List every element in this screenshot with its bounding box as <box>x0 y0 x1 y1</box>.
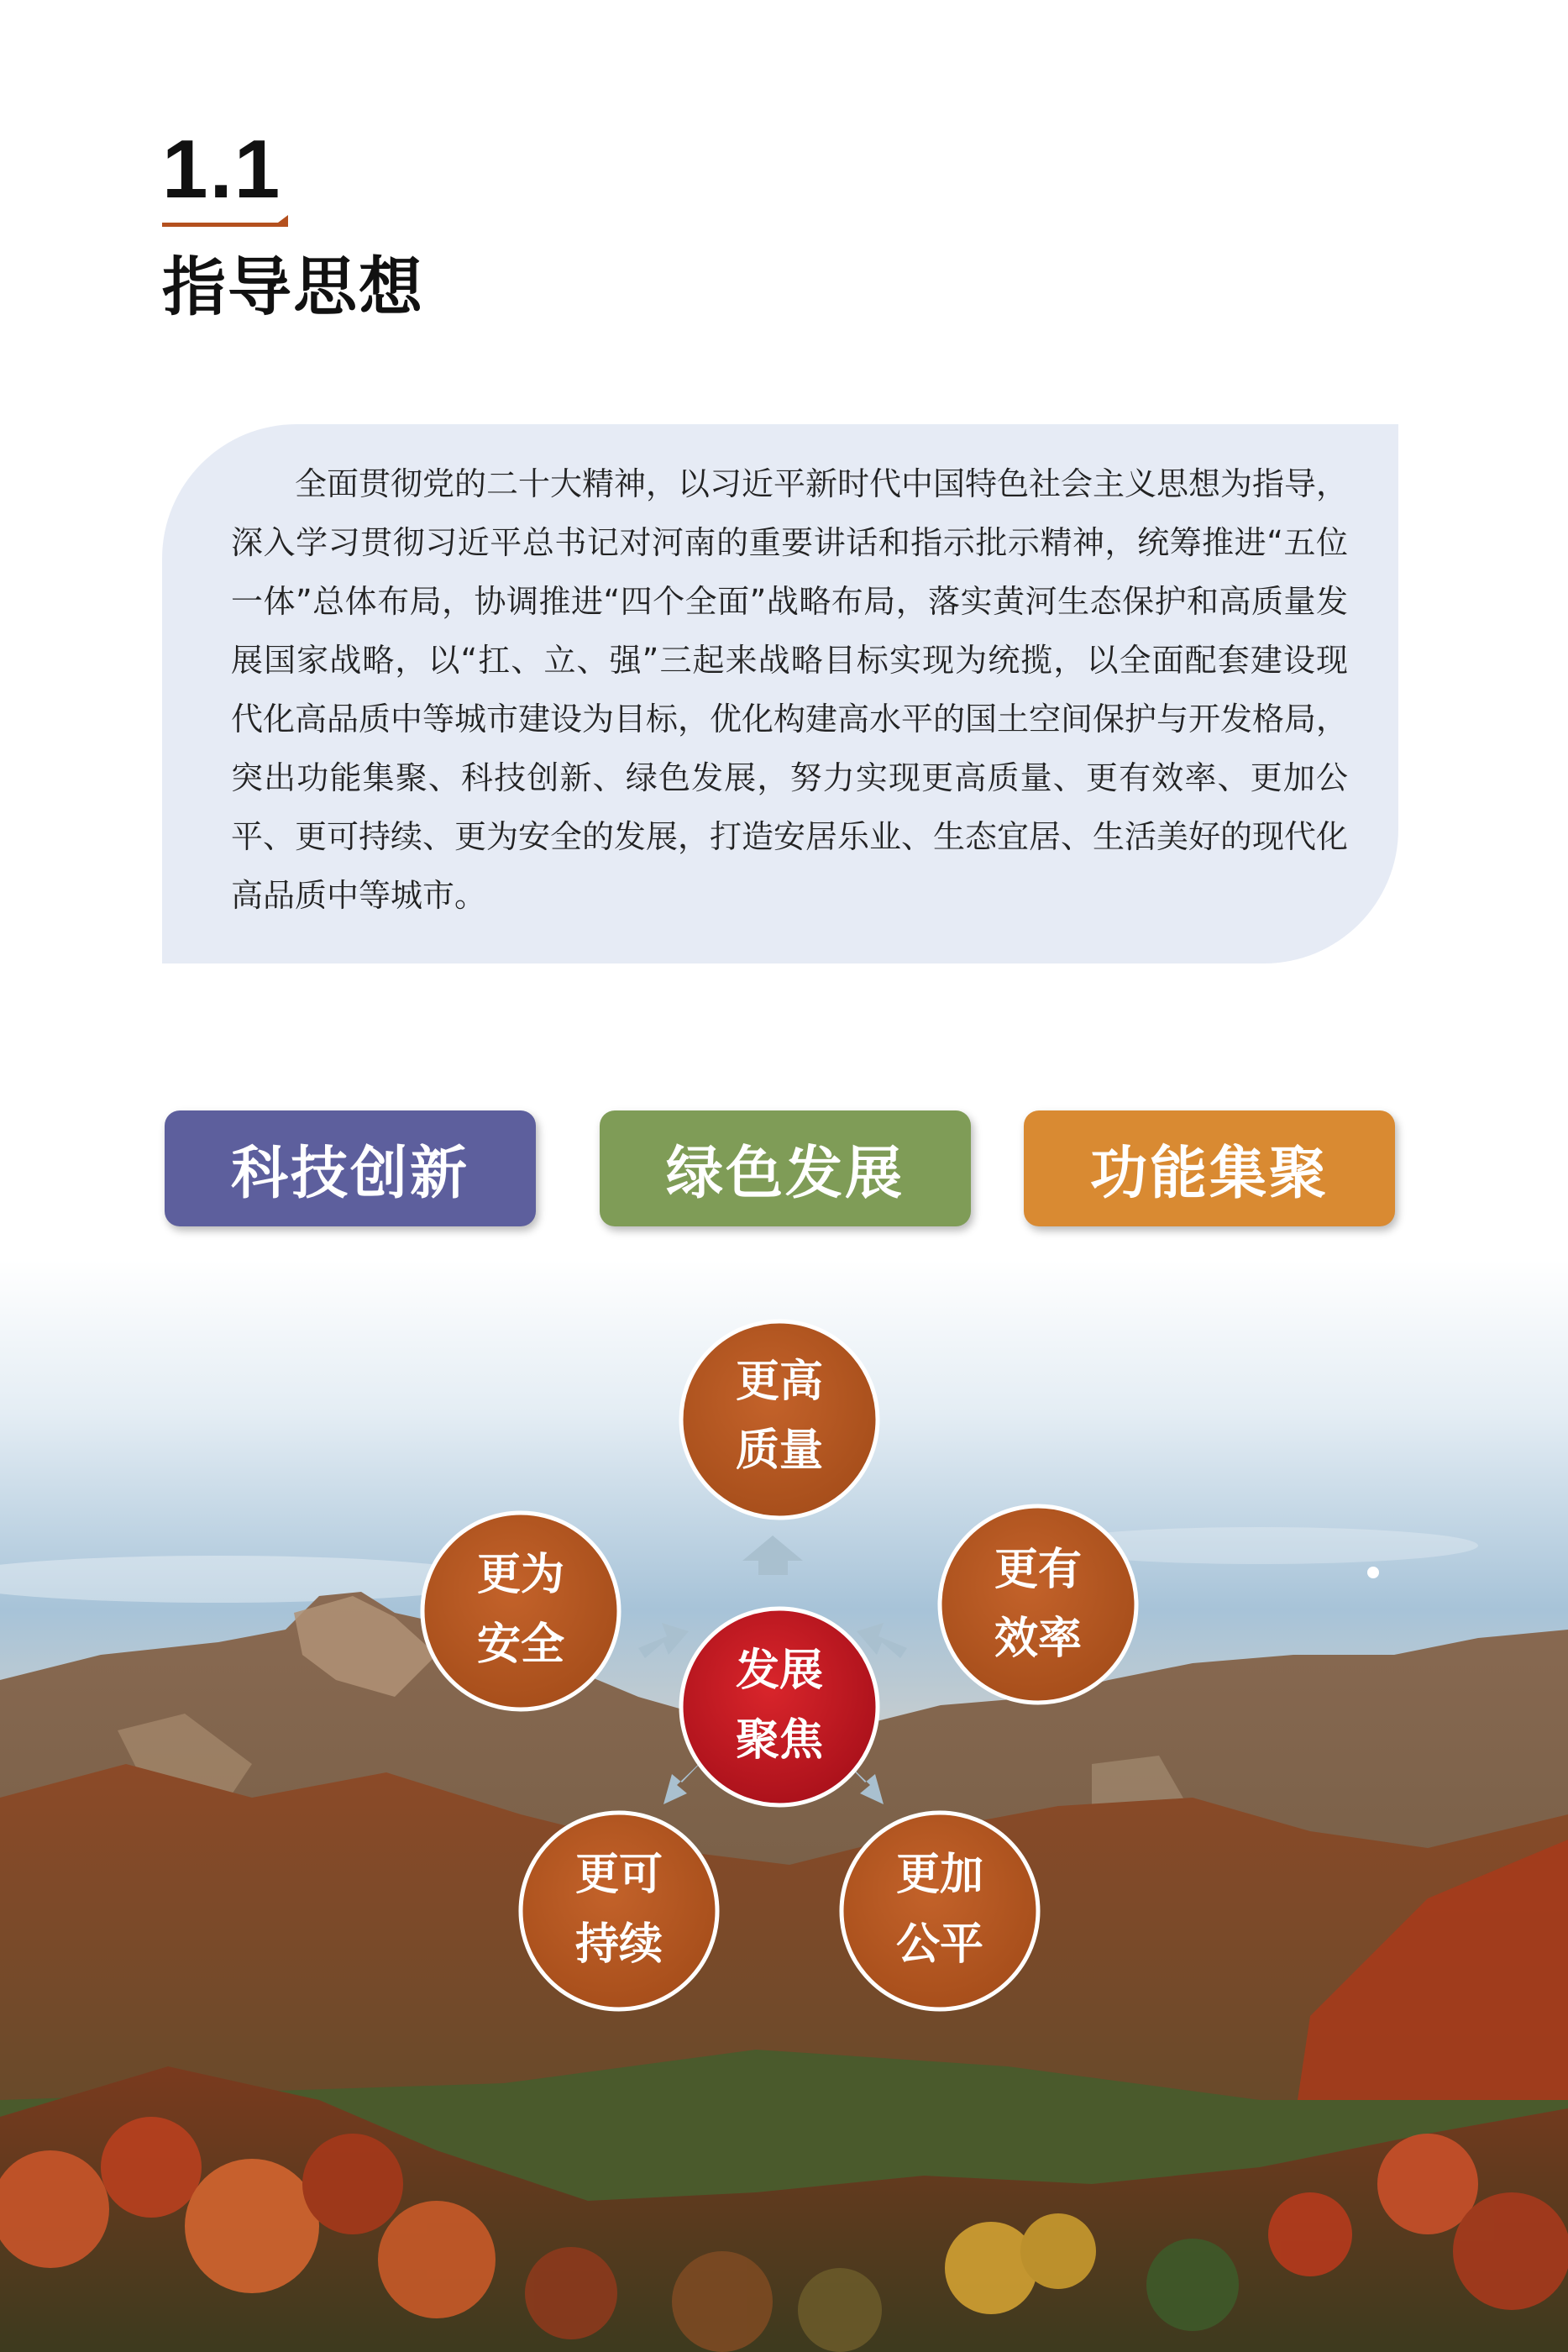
intro-panel <box>162 424 1398 963</box>
node-line2: 公平 <box>895 1919 984 1970</box>
section-title: 指导思想 <box>162 249 424 324</box>
keyword-tech-innovation-button[interactable]: 科技创新 <box>165 1110 536 1226</box>
node-line2: 质量 <box>735 1425 824 1476</box>
section-number: 1.1 <box>162 123 282 215</box>
node-line1: 更加 <box>895 1850 984 1900</box>
moon-dot <box>1367 1567 1379 1578</box>
keyword-function-agglomeration-button[interactable]: 功能集聚 <box>1024 1110 1395 1226</box>
intro-paragraph: 全面贯彻党的二十大精神，以习近平新时代中国特色社会主义思想为指导，深入学习贯彻习近平总书记对河南的重要讲话和指示批示精神，统筹推进“五位一体”总体布局，协调推进“四个全面”战略布局，落实黄河生态保护和高质量发展国家战略，以“扛、立、强”三起来战略目标实现为统揽，以全面配套建设现代化高品质中等城市建设为目标，优化构建高水平的国土空间保护与开发格局，突出功能集聚、科技创新、绿色发展，努力实现更高质量、更有效率、更加公平、更可持续、更为安全的发展，打造安居乐业、生态宜居、生活美好的现代化高品质中等城市。 <box>231 465 1349 914</box>
node-line1: 更为 <box>476 1550 565 1600</box>
mountain-landscape-photo <box>0 1260 1568 2352</box>
node-line1: 更高 <box>735 1357 824 1407</box>
node-line2: 效率 <box>994 1614 1083 1664</box>
diagram-node-safer <box>422 1513 619 1709</box>
keyword-green-development-button[interactable]: 绿色发展 <box>600 1110 971 1226</box>
center-line2: 聚焦 <box>735 1715 824 1766</box>
diagram-node-more-equitable <box>842 1813 1038 2009</box>
section-underline <box>162 223 288 227</box>
node-line2: 持续 <box>574 1919 663 1970</box>
node-line1: 更有 <box>994 1545 1083 1595</box>
diagram-node-higher-quality <box>681 1321 878 1518</box>
center-line1: 发展 <box>735 1646 824 1696</box>
diagram-node-more-sustainable <box>521 1813 717 2009</box>
node-line1: 更可 <box>574 1850 663 1900</box>
diagram-node-more-efficient <box>940 1506 1136 1703</box>
diagram-center-development-focus <box>681 1609 878 1805</box>
node-line2: 安全 <box>476 1620 565 1670</box>
